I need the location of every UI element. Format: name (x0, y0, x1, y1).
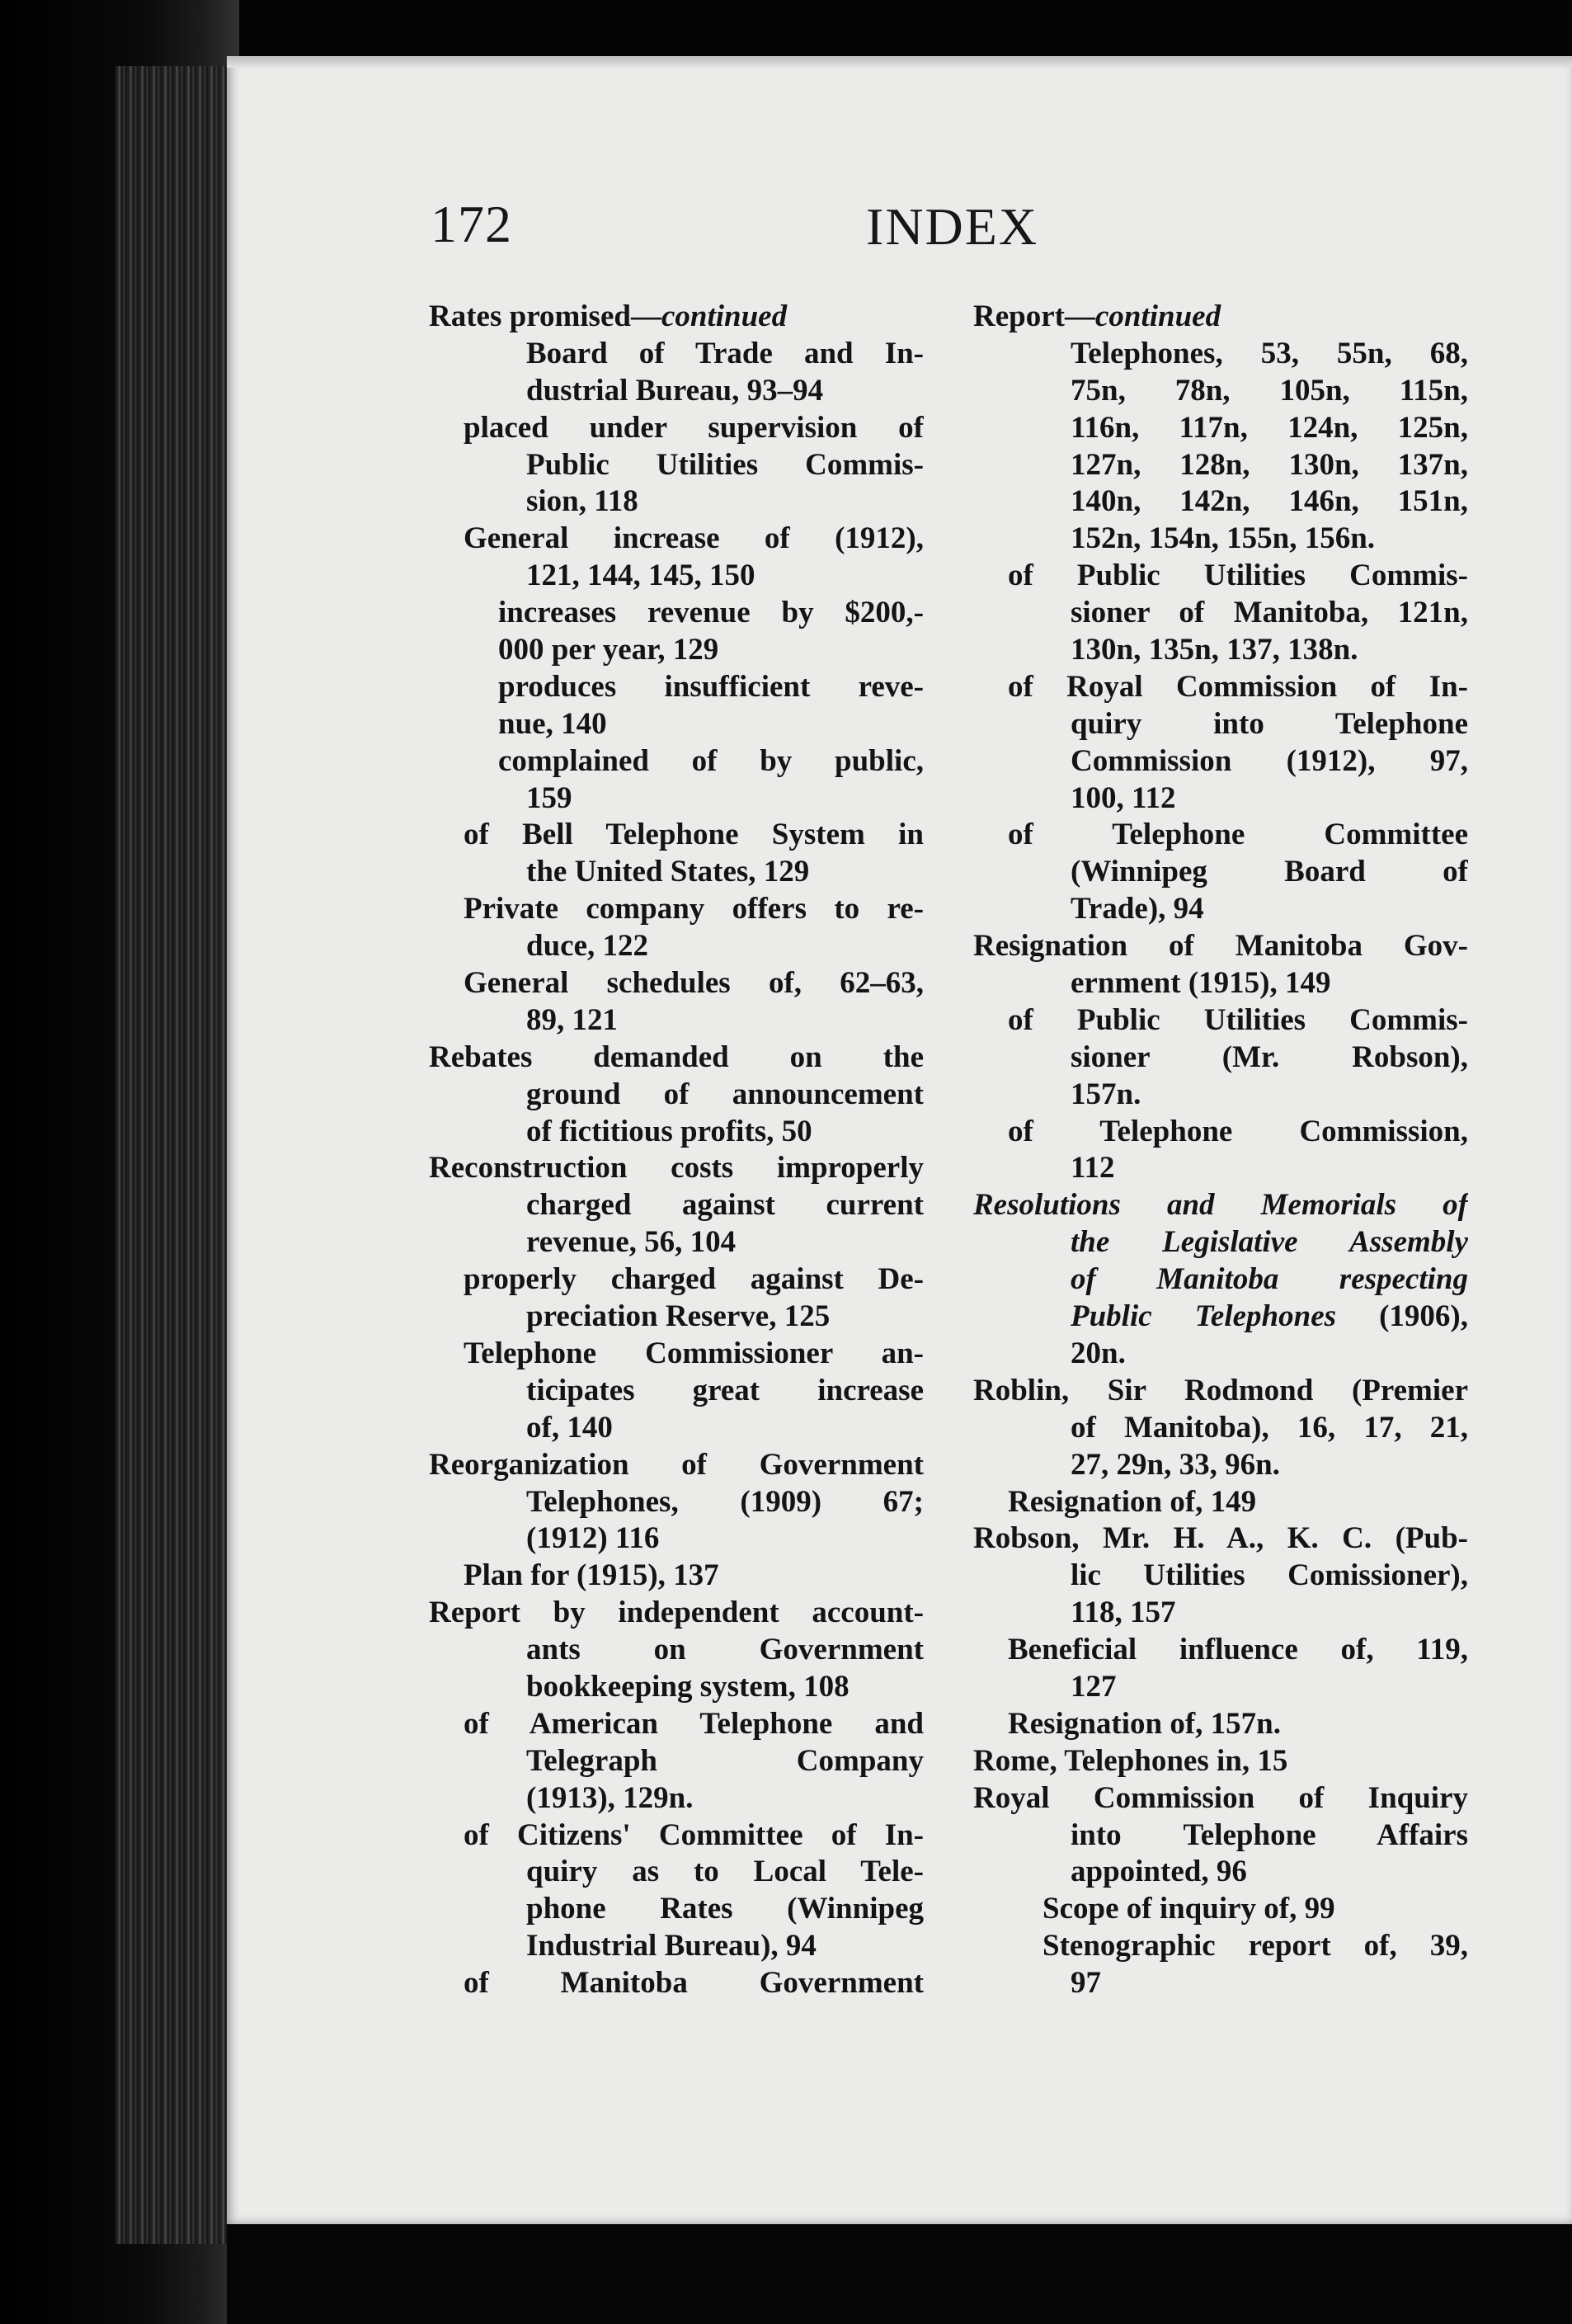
index-column-left (429, 299, 924, 2002)
index-line (973, 1114, 1468, 1151)
index-line (429, 817, 924, 854)
index-line (429, 1410, 924, 1447)
index-line-text: Telephones, (1909) 67; (526, 1484, 924, 1519)
index-line (429, 521, 924, 558)
index-line (973, 1224, 1468, 1261)
index-line (429, 447, 924, 484)
index-line (429, 1077, 924, 1114)
index-line (429, 483, 924, 521)
index-line-text: Telephone Commissioner an- (464, 1336, 924, 1370)
index-line-text: 27, 29n, 33, 96n. (1071, 1447, 1280, 1482)
index-line-text: nue, 140 (498, 706, 607, 741)
index-line-text: ticipates great increase (526, 1373, 924, 1407)
index-line (429, 1039, 924, 1077)
index-line-tail: (1906), (1336, 1299, 1468, 1334)
index-line-text: Roblin, Sir Rodmond (Premier (973, 1373, 1468, 1407)
index-line-text: Commission (1912), 97, (1071, 743, 1468, 778)
index-line-text: 100, 112 (1071, 780, 1176, 815)
index-line-text: 127n, 128n, 130n, 137n, (1071, 447, 1468, 482)
index-line (973, 1558, 1468, 1595)
index-line (973, 1854, 1468, 1891)
index-line (429, 1114, 924, 1151)
index-line-text: quiry into Telephone (1071, 706, 1468, 741)
index-line (973, 1039, 1468, 1077)
index-line-text: Resolutions and Memorials of (973, 1188, 1468, 1223)
index-line (973, 965, 1468, 1002)
index-line (973, 669, 1468, 706)
index-line-text: Public Telephones (1071, 1299, 1337, 1334)
scan-bottom-border (227, 2224, 1572, 2324)
index-line-text: Beneficial influence of, 119, (1008, 1633, 1468, 1667)
index-line (429, 373, 924, 410)
index-line (973, 1077, 1468, 1114)
index-line-text: Plan for (1915), 137 (464, 1558, 719, 1593)
spine-page-edges (115, 66, 231, 2244)
index-line (429, 410, 924, 447)
index-line (429, 1336, 924, 1373)
index-line-text: of Royal Commission of In- (1008, 669, 1468, 704)
index-line (973, 1780, 1468, 1817)
index-line (429, 1669, 924, 1706)
index-line (429, 632, 924, 669)
continued-label: continued (661, 299, 788, 333)
index-line-text: Resignation of, 149 (1008, 1484, 1257, 1519)
index-line-text: Stenographic report of, 39, (1043, 1929, 1468, 1963)
index-line (973, 483, 1468, 521)
index-line (973, 1595, 1468, 1632)
index-line-text: the United States, 129 (526, 855, 810, 889)
index-line-text: 116n, 117n, 124n, 125n, (1071, 410, 1468, 445)
index-line-text: Board of Trade and In- (526, 336, 924, 370)
index-line-text: appointed, 96 (1071, 1855, 1247, 1889)
index-line (429, 1854, 924, 1891)
index-line (429, 336, 924, 373)
index-line-text: bookkeeping system, 108 (526, 1669, 850, 1704)
index-line-text: Rebates demanded on the (429, 1039, 924, 1074)
index-line (973, 1891, 1468, 1928)
index-line (973, 521, 1468, 558)
index-line-text: dustrial Bureau, 93–94 (526, 373, 824, 408)
index-line-text: charged against current (526, 1188, 924, 1223)
index-line-text: 130n, 135n, 137, 138n. (1071, 633, 1358, 667)
index-line-text: 20n. (1071, 1336, 1126, 1370)
index-line-text: Private company offers to re- (464, 892, 924, 926)
index-line (973, 1632, 1468, 1669)
index-line-text: phone Rates (Winnipeg (526, 1892, 924, 1926)
page-number: 172 (431, 195, 512, 253)
index-line-text: ernment (1915), 149 (1071, 966, 1331, 1001)
index-line-text: revenue, 56, 104 (526, 1225, 737, 1260)
index-line (973, 1817, 1468, 1855)
index-line-text: Robson, Mr. H. A., K. C. (Pub- (973, 1521, 1468, 1556)
index-line (973, 410, 1468, 447)
index-line-text: quiry as to Local Tele- (526, 1855, 924, 1889)
index-line (973, 558, 1468, 595)
index-line-text: Resignation of Manitoba Gov- (973, 929, 1468, 964)
index-line (973, 780, 1468, 818)
page-title: INDEX (866, 197, 1039, 256)
index-line (973, 1965, 1468, 2002)
index-line (429, 1632, 924, 1669)
index-line-text: properly charged against De- (464, 1262, 924, 1297)
index-line-text: of Telephone Committee (1008, 818, 1468, 852)
index-line-text: Resignation of, 157n. (1008, 1706, 1281, 1741)
index-line (973, 1484, 1468, 1521)
index-line-text: of Public Utilities Commis- (1008, 1002, 1468, 1037)
index-line-text: of American Telephone and (464, 1706, 924, 1741)
index-line-text: 118, 157 (1071, 1596, 1176, 1630)
index-line (429, 1261, 924, 1299)
index-line (973, 1669, 1468, 1706)
index-line-text: lic Utilities Comissioner), (1071, 1558, 1468, 1593)
index-line (429, 743, 924, 780)
index-line (429, 1002, 924, 1039)
index-line-text: 140n, 142n, 146n, 151n, (1071, 484, 1468, 519)
index-line-text: Trade), 94 (1071, 892, 1204, 926)
index-line-text: Report— (973, 299, 1095, 333)
index-line (429, 854, 924, 891)
index-line-text: Scope of inquiry of, 99 (1043, 1892, 1335, 1926)
index-line-text: (Winnipeg Board of (1071, 855, 1468, 889)
index-line (973, 299, 1468, 336)
index-line (429, 1150, 924, 1187)
index-line (429, 1928, 924, 1965)
index-line-text: ants on Government (526, 1633, 924, 1667)
index-line (429, 1558, 924, 1595)
index-line-text: sion, 118 (526, 484, 638, 519)
index-line-text: General schedules of, 62–63, (464, 966, 924, 1001)
index-line-text: Reconstruction costs improperly (429, 1151, 924, 1186)
index-line (973, 743, 1468, 780)
index-line (973, 1299, 1468, 1336)
index-line-text: of Bell Telephone System in (464, 818, 924, 852)
index-line-text: (1913), 129n. (526, 1780, 694, 1815)
index-line-text: Public Utilities Commis- (526, 447, 924, 482)
index-line (973, 1706, 1468, 1743)
index-line (973, 447, 1468, 484)
index-line-text: Telegraph Company (526, 1743, 924, 1778)
index-line-text: placed under supervision of (464, 410, 924, 445)
index-line (973, 1187, 1468, 1224)
index-line-text: sioner of Manitoba, 121n, (1071, 596, 1468, 630)
page-top-edge (227, 56, 1572, 68)
index-line (429, 1780, 924, 1817)
index-line (429, 1817, 924, 1855)
index-line-text: Rome, Telephones in, 15 (973, 1743, 1288, 1778)
index-line (429, 1891, 924, 1928)
index-column-right (973, 299, 1468, 2002)
index-line-text: 121, 144, 145, 150 (526, 559, 755, 593)
index-line-text: sioner (Mr. Robson), (1071, 1039, 1468, 1074)
index-line-text: of fictitious profits, 50 (526, 1114, 812, 1148)
index-line-text: of, 140 (526, 1410, 613, 1445)
index-line (429, 1706, 924, 1743)
index-line (973, 1928, 1468, 1965)
index-line (429, 1965, 924, 2002)
index-line-text: 159 (526, 780, 572, 815)
index-line (973, 1150, 1468, 1187)
index-line (973, 632, 1468, 669)
index-line (429, 1447, 924, 1484)
index-line-text: preciation Reserve, 125 (526, 1299, 831, 1334)
index-line (973, 1447, 1468, 1484)
index-line (429, 558, 924, 595)
index-line (429, 706, 924, 743)
index-line-text: of Citizens' Committee of In- (464, 1817, 924, 1852)
index-line-text: increases revenue by $200,- (498, 596, 924, 630)
index-line (429, 1187, 924, 1224)
index-line (429, 1373, 924, 1410)
index-line-text: Rates promised— (429, 299, 661, 333)
continued-label: continued (1094, 299, 1221, 333)
index-line (429, 1520, 924, 1558)
index-line (973, 1336, 1468, 1373)
index-line-text: duce, 122 (526, 929, 648, 964)
index-line (973, 1373, 1468, 1410)
index-line (973, 928, 1468, 965)
index-line-text: 89, 121 (526, 1002, 618, 1037)
index-line-text: Royal Commission of Inquiry (973, 1780, 1468, 1815)
index-line (429, 891, 924, 928)
index-line-text: 127 (1071, 1669, 1117, 1704)
index-line-text: of Manitoba Government (464, 1966, 924, 2001)
index-line (429, 299, 924, 336)
index-line-text: produces insufficient reve- (498, 669, 924, 704)
index-line-text: of Public Utilities Commis- (1008, 559, 1468, 593)
index-line-text: of Manitoba respecting (1071, 1262, 1468, 1297)
index-line (429, 1484, 924, 1521)
index-line (429, 1299, 924, 1336)
index-line (973, 336, 1468, 373)
index-line-text: (1912) 116 (526, 1521, 660, 1556)
index-line (429, 928, 924, 965)
index-line (429, 669, 924, 706)
index-line-text: 112 (1071, 1151, 1115, 1186)
index-line (973, 817, 1468, 854)
index-line-text: Telephones, 53, 55n, 68, (1071, 336, 1468, 370)
index-line-text: ground of announcement (526, 1077, 924, 1111)
index-line (973, 595, 1468, 632)
index-line-text: Industrial Bureau), 94 (526, 1929, 817, 1963)
index-line (973, 1410, 1468, 1447)
index-line (973, 1743, 1468, 1780)
index-line (429, 780, 924, 818)
index-line-text: General increase of (1912), (464, 521, 924, 556)
index-line (973, 373, 1468, 410)
index-line-text: complained of by public, (498, 743, 924, 778)
index-line-text: 000 per year, 129 (498, 633, 719, 667)
index-line-text: Report by independent account- (429, 1596, 924, 1630)
index-line (429, 965, 924, 1002)
index-line (973, 854, 1468, 891)
index-line-text: into Telephone Affairs (1071, 1817, 1468, 1852)
index-line-text: 157n. (1071, 1077, 1141, 1111)
index-line (429, 1595, 924, 1632)
index-line (973, 1261, 1468, 1299)
index-line (429, 1224, 924, 1261)
index-line-text: of Telephone Commission, (1008, 1114, 1468, 1148)
index-line-text: 75n, 78n, 105n, 115n, (1071, 373, 1468, 408)
index-line-text: 97 (1071, 1966, 1101, 2001)
index-line (429, 595, 924, 632)
index-line (973, 1002, 1468, 1039)
index-line (973, 706, 1468, 743)
index-line-text: the Legislative Assembly (1071, 1225, 1468, 1260)
index-line-text: Reorganization of Government (429, 1447, 924, 1482)
index-line (973, 1520, 1468, 1558)
index-line-text: of Manitoba), 16, 17, 21, (1071, 1410, 1468, 1445)
index-line (973, 891, 1468, 928)
index-line-text: 152n, 154n, 155n, 156n. (1071, 521, 1376, 556)
index-line (429, 1743, 924, 1780)
